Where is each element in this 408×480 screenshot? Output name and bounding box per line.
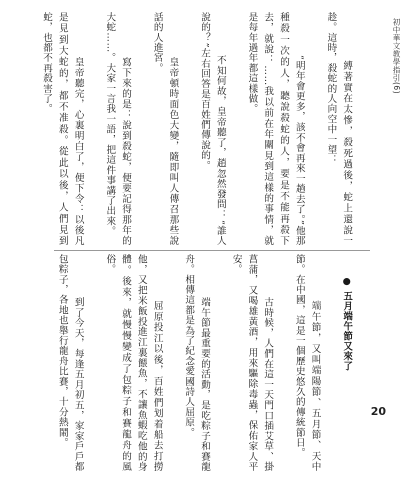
paragraph: 不知何故，皇帝聽了，趙忽然發問：“誰人說的？”左右回答是百姓們傳說的。 [199,12,226,246]
section-heading: ● 五月端午節又來了 [341,275,353,372]
running-header: 初中華文教學指引(6) [392,18,401,95]
paragraph: 皇帝聽完，心裏明白了，便下令：以後凡是見到大蛇的，都不准殺。從此以後，人們見到蛇，也都不再殺害了。 [41,12,84,246]
upper-body-text [41,12,370,246]
paragraph: 到了今天，每逢五月初五，家家戶戶都包粽子，各地也舉行龍舟比賽，十分熱鬧。 [56,254,84,472]
page-number: 20 [370,405,386,418]
paragraph: 寫下來的是：說到殺蛇，便要記得那年的大蛇……。大家一言我一語，把這件事講了出來。 [104,12,132,246]
paragraph: 端午節最重要的活動，是吃粽子和賽龍舟。相傳這都是為了紀念愛國詩人屈原。 [183,254,211,472]
paragraph: 屈原投江以後，百姓們划着船去打撈他，又把米飯投進江裏餵魚，不讓魚蝦吃他的身體。後來，就慢慢變成了包粽子和賽龍舟的風俗。 [104,254,163,472]
paragraph: 皇帝頓時面色大變，隨即叫人傳召那些說話的人進宮。 [151,12,179,246]
section-divider [54,250,370,251]
lower-body-text [54,254,370,472]
lower-text-block [54,254,370,472]
paragraph: 古時候，人們在這一天門口插艾草、掛菖蒲，又喝雄黃酒，用來驅除毒蟲，保佑家人平安。 [230,254,274,472]
upper-text-block [41,12,370,246]
paragraph: 縛著實在太慘，殺死過後，蛇上還說一趁。這時，殺蛇的人向空中一望： [325,12,353,246]
paragraph: “明年會更多，該不會再來一趟去了。”他那種殺一次的人，聽說殺蛇的人，要是不能再殺下去，就說：……我以前在年關見到這樣的事情，就是每年過年都這樣做。 [246,12,305,246]
paragraph: 端午節，又叫端陽節、五月節、天中節。在中國，這是一個歷史悠久的傳統節日。 [293,254,321,472]
